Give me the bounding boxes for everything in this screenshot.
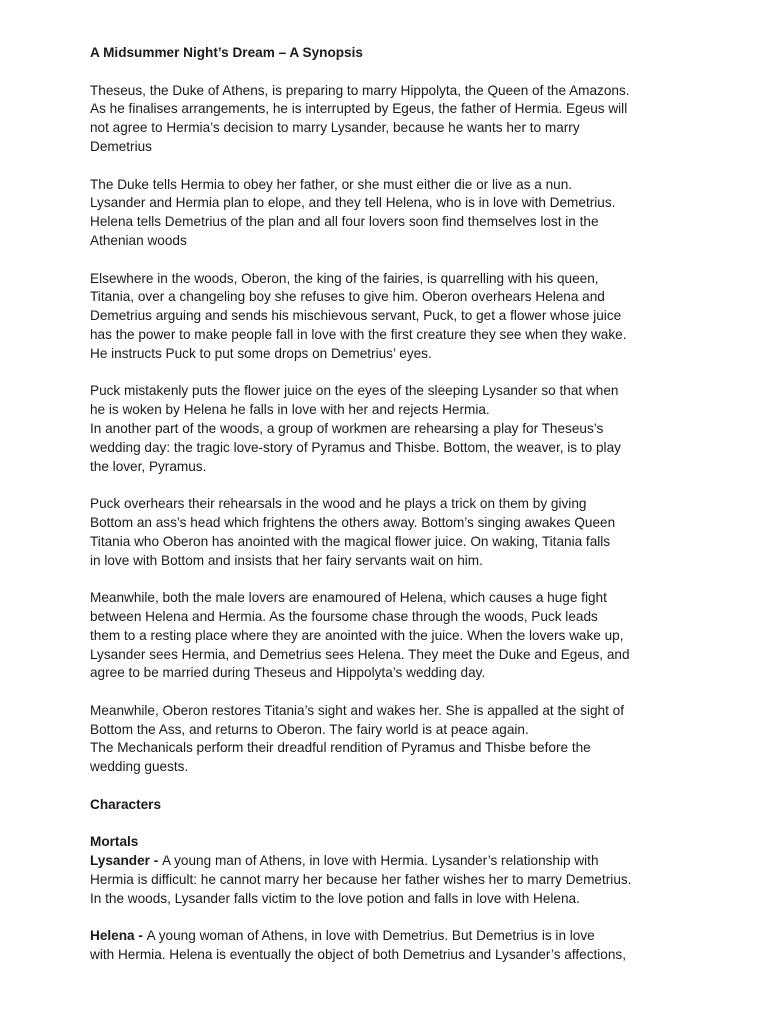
text-line: agree to be married during Theseus and Hippolyta’s wedding day. <box>90 665 486 681</box>
text-line: Demetrius arguing and sends his mischievous servant, Puck, to get a flower whose juice <box>90 308 622 324</box>
text-line: in love with Bottom and insists that her fairy servants wait on him. <box>90 552 483 568</box>
text-line: Titania, over a changeling boy she refuses to give him. Oberon overhears Helena and <box>90 289 605 305</box>
character-name-lysander: Lysander - <box>90 853 163 869</box>
synopsis-paragraph-4 <box>90 382 650 476</box>
text-line: Elsewhere in the woods, Oberon, the king of the fairies, is quarrelling with his queen, <box>90 270 599 286</box>
character-description: A young man of Athens, in love with Hermia. Lysander’s relationship with <box>162 853 599 869</box>
characters-heading: Characters <box>90 796 162 812</box>
spacer <box>90 157 650 176</box>
text-line: wedding day: the tragic love-story of Pyramus and Thisbe. Bottom, the weaver, is to play <box>90 439 621 455</box>
synopsis-paragraph-5 <box>90 495 650 570</box>
text-line: the lover, Pyramus. <box>90 458 207 474</box>
synopsis-paragraph-3 <box>90 270 650 364</box>
character-description: A young woman of Athens, in love with Demetrius. But Demetrius is in love <box>146 928 595 944</box>
text-line: them to a resting place where they are anointed with the juice. When the lovers wake up, <box>90 627 624 643</box>
text-line: Theseus, the Duke of Athens, is preparing to marry Hippolyta, the Queen of the Amazons. <box>90 82 630 98</box>
text-line: Bottom an ass’s head which frightens the others away. Bottom’s singing awakes Queen <box>90 514 616 530</box>
text-line: he is woken by Helena he falls in love with her and rejects Hermia. <box>90 402 490 418</box>
synopsis-paragraph-2 <box>90 176 650 251</box>
text-line: As he finalises arrangements, he is interrupted by Egeus, the father of Hermia. Egeus will <box>90 101 628 117</box>
text-line: The Duke tells Hermia to obey her father, or she must either die or live as a nun. <box>90 176 573 192</box>
spacer <box>90 251 650 270</box>
text-line: Titania who Oberon has anointed with the magical flower juice. On waking, Titania falls <box>90 533 611 549</box>
character-entry-lysander <box>90 852 650 908</box>
synopsis-paragraph-1 <box>90 82 650 157</box>
document-title: A Midsummer Night’s Dream – A Synopsis <box>90 45 363 60</box>
text-line: wedding guests. <box>90 759 189 775</box>
text-line: Helena tells Demetrius of the plan and all four lovers soon find themselves lost in the <box>90 214 599 230</box>
spacer <box>90 476 650 495</box>
character-name-helena: Helena - <box>90 928 147 944</box>
text-line: Meanwhile, Oberon restores Titania’s sight and wakes her. She is appalled at the sight of <box>90 702 624 718</box>
text-line: has the power to make people fall in love with the first creature they see when they wake. <box>90 326 627 342</box>
text-line: Demetrius <box>90 138 152 154</box>
spacer <box>90 683 650 702</box>
synopsis-paragraph-6 <box>90 589 650 683</box>
text-line: not agree to Hermia’s decision to marry Lysander, because he wants her to marry <box>90 120 580 136</box>
text-line: Bottom the Ass, and returns to Oberon. The fairy world is at peace again. <box>90 721 529 737</box>
text-line: In another part of the woods, a group of workmen are rehearsing a play for Theseus’s <box>90 420 604 436</box>
text-line: Hermia is difficult: he cannot marry her because her father wishes her to marry Demetrius. <box>90 872 632 888</box>
text-line: Puck mistakenly puts the flower juice on the eyes of the sleeping Lysander so that when <box>90 383 619 399</box>
spacer <box>90 63 650 82</box>
document-page <box>90 44 650 965</box>
character-entry-helena <box>90 927 650 965</box>
text-line: He instructs Puck to put some drops on Demetrius’ eyes. <box>90 345 432 361</box>
text-line: between Helena and Hermia. As the foursome chase through the woods, Puck leads <box>90 608 598 624</box>
text-line: In the woods, Lysander falls victim to the love potion and falls in love with Helena. <box>90 890 580 906</box>
spacer <box>90 777 650 796</box>
text-line: Meanwhile, both the male lovers are enamoured of Helena, which causes a huge fight <box>90 590 607 606</box>
text-line: Lysander sees Hermia, and Demetrius sees Helena. They meet the Duke and Egeus, and <box>90 646 630 662</box>
text-line: Athenian woods <box>90 232 187 248</box>
spacer <box>90 570 650 589</box>
spacer <box>90 364 650 383</box>
spacer <box>90 909 650 928</box>
mortals-heading: Mortals <box>90 834 139 850</box>
spacer <box>90 815 650 834</box>
text-line <box>90 927 650 946</box>
text-line <box>90 852 650 871</box>
synopsis-paragraph-7 <box>90 702 650 777</box>
text-line: with Hermia. Helena is eventually the object of both Demetrius and Lysander’s affections, <box>90 947 626 963</box>
text-line: The Mechanicals perform their dreadful rendition of Pyramus and Thisbe before the <box>90 740 591 756</box>
text-line: Puck overhears their rehearsals in the wood and he plays a trick on them by giving <box>90 496 587 512</box>
text-line: Lysander and Hermia plan to elope, and they tell Helena, who is in love with Demetrius. <box>90 195 616 211</box>
